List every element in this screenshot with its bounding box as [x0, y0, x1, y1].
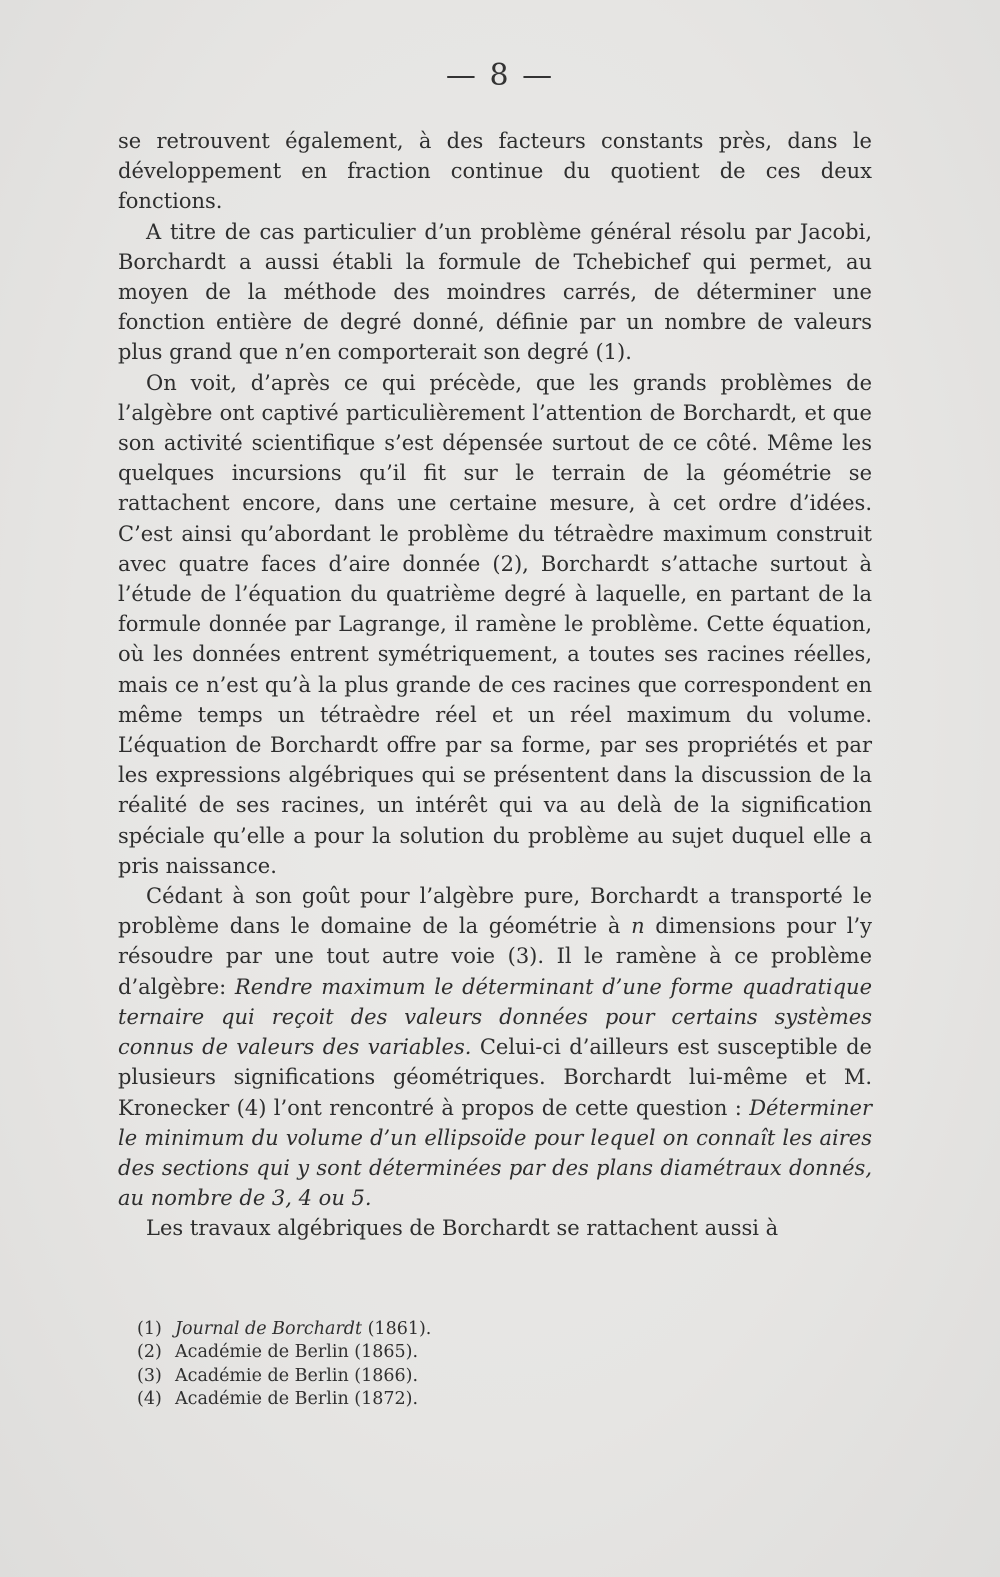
text-run: Celui-ci d’ailleurs est susceptible de plusieurs significations géométriques. Borchardt lui-même et M. Kronecker (4) l’ont rencontré à propos de cette question :	[118, 1035, 872, 1120]
paragraph	[118, 881, 872, 1213]
footnote-mark: (2)	[137, 1342, 162, 1363]
italic-text: Déterminer le minimum du volume d’un ellipsoïde pour lequel on connaît les aires des sections qui y sont déterminées par des plans diamétraux donnés, au nombre de 3, 4 ou 5.	[118, 1095, 872, 1211]
paragraph	[118, 126, 872, 217]
footnote	[137, 1365, 837, 1388]
text-run: Académie de Berlin (1866).	[175, 1365, 419, 1386]
footnote	[137, 1318, 837, 1341]
footnote-mark: (4)	[137, 1388, 162, 1409]
footnote-mark: (1)	[137, 1319, 162, 1339]
paragraph	[118, 217, 872, 368]
text-run: Cédant à son goût pour l’algèbre pure, Borchardt a transporté le problème dans le domaine de la géométrie à	[118, 884, 872, 939]
paragraph	[118, 1213, 872, 1243]
text-run: Académie de Berlin (1865).	[175, 1342, 419, 1363]
text-run: (1861).	[362, 1319, 432, 1339]
text-run: A titre de cas particulier d’un problème général résolu par Jacobi, Borchardt a aussi établi la formule de Tchebichef qui permet, au moyen de la méthode des moindres carrés, de déterminer une fonction entière de degré donné, définie par un nombre de valeurs plus grand que n’en comporterait son degré (1).	[118, 219, 872, 365]
page-number: — 8 —	[445, 58, 555, 93]
text-run: se retrouvent également, à des facteurs constants près, dans le développement en fraction continue du quotient de ces deux fonctions.	[118, 129, 872, 214]
text-run: On voit, d’après ce qui précède, que les grands problèmes de l’algèbre ont captivé particulièrement l’attention de Borchardt, et que son activité scientifique s’est dépensée surtout de ce côté. Même les quelques incursions qu’il fit sur le terrain de la géométrie se rattachent encore, dans une certaine mesure, à cet ordre d’idées. C’est ainsi qu’abordant le problème du tétraèdre maximum construit avec quatre faces d’aire donnée (2), Borchardt s’attache surtout à l’étude de l’équation du quatrième degré à laquelle, en partant de la formule donnée par Lagrange, il ramène le problème. Cette équation, où les données entrent symétriquement, a toutes ses racines réelles, mais ce n’est qu’à la plus grande de ces racines que correspondent en même temps un tétraèdre réel et un réel maximum du volume. L’équation de Borchardt offre par sa forme, par ses propriétés et par les expressions algébriques qui se présentent dans la discussion de la réalité de ses racines, un intérêt qui va au delà de la signification spéciale qu’elle a pour la solution du problème au sujet duquel elle a pris naissance.	[118, 370, 872, 878]
italic-text: n	[631, 914, 645, 939]
body-text	[118, 126, 872, 1244]
footnote	[137, 1388, 837, 1411]
footnote	[137, 1341, 837, 1364]
footnote-mark: (3)	[137, 1365, 162, 1386]
text-run: Académie de Berlin (1872).	[175, 1388, 419, 1409]
footnotes	[137, 1318, 837, 1411]
italic-text: Journal de Borchardt	[175, 1319, 363, 1339]
italic-text: Rendre maximum le déterminant d’une forme quadratique ternaire qui reçoit des valeurs données pour certains systèmes connus de valeurs des variables.	[118, 974, 873, 1060]
paragraph	[118, 368, 872, 881]
text-run: dimensions pour l’y résoudre par une tout autre voie (3). Il le ramène à ce problème d’algèbre:	[118, 914, 872, 999]
text-run: Les travaux algébriques de Borchardt se rattachent aussi à	[146, 1216, 779, 1241]
